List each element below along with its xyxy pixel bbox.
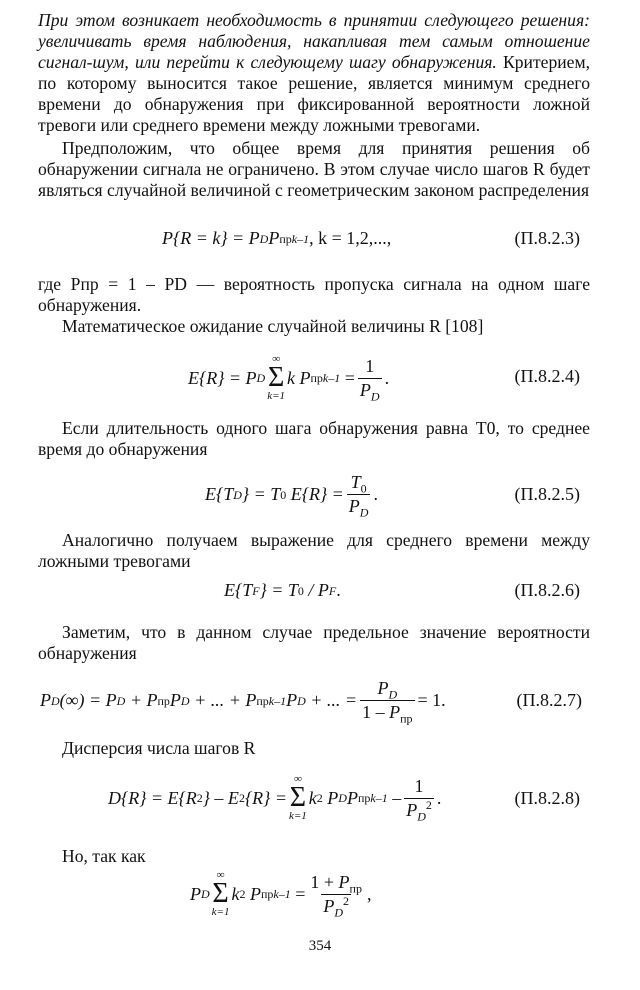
eq9-den-sup: 2 — [343, 893, 350, 908]
eq4-sum-upper: ∞ — [272, 353, 281, 365]
equation-8-2-8: D{R} = E{R 2 } – E 2 {R} = ∞ Σ k=1 k 2 P D P пр k–1 – $\frac{1}{P_D^2}$ . (П.8.2.8) — [108, 773, 580, 824]
eq5-den-sub: D — [359, 505, 369, 520]
paragraph-limit-value: Заметим, что в данном случае предельное значение вероятности обнаружения — [38, 622, 590, 663]
paragraph-miss-probability: где Pпр = 1 – PD — вероятность пропуска сигнала на одном шаге обнаружения. — [38, 274, 590, 315]
sum-symbol-eq4: ∞ Σ k=1 — [267, 353, 286, 402]
equation-number-7: (П.8.2.7) — [516, 690, 582, 710]
paragraph-expectation: Математическое ожидание случайной величины R [108] — [62, 316, 484, 336]
eq9-sum-lower: k=1 — [211, 906, 230, 918]
equation-number-5: (П.8.2.5) — [514, 484, 580, 504]
equation-unnumbered: P D ∞ Σ k=1 k 2 P пр k–1 = $\frac{1 + P_{пр}}{P_D^2}$ , — [190, 869, 372, 920]
equation-number-8: (П.8.2.8) — [514, 788, 580, 808]
sum-symbol-eq8: ∞ Σ k=1 — [288, 773, 307, 822]
equation-8-2-4: E{R} = P D ∞ Σ k=1 k P пр k–1 = $\frac{1}{P_D}$ . (П.8.2.4) — [188, 353, 580, 404]
fraction-eq7: $\frac{P_D}{1 - P_{пр}}$ — [362, 678, 413, 726]
eq5-num-sub: 0 — [360, 481, 367, 496]
equation-number-6: (П.8.2.6) — [514, 580, 580, 600]
fraction-eq9: $\frac{1 + P_{пр}}{P_D^2}$ — [310, 871, 362, 920]
eq4-den-sub: D — [370, 389, 380, 404]
fraction-eq4: $\frac{1}{P_D}$ — [359, 355, 380, 404]
eq9-num-sub: пр — [349, 881, 362, 896]
equation-number-4: (П.8.2.4) — [514, 366, 580, 386]
eq8-sum-upper: ∞ — [293, 773, 302, 785]
eq9-sum-upper: ∞ — [216, 869, 225, 881]
equation-8-2-7: P D (∞) = P D + P пр P D + ... + P пр k–1 P D + ... = $\frac{P_D}{1 - P_{пр}}$ = 1. (П.8.2.7) — [40, 678, 582, 726]
paragraph-but-since: Но, так как — [62, 846, 146, 866]
paragraph-false-alarms: Аналогично получаем выражение для среднего времени между ложными тревогами — [38, 530, 590, 571]
eq8-den-sup: 2 — [425, 797, 432, 812]
eq4-numerator: 1 — [365, 355, 375, 376]
sum-symbol-eq9: ∞ Σ k=1 — [211, 869, 230, 918]
eq8-sum-lower: k=1 — [288, 810, 307, 822]
equation-8-2-3: P{R = k} = P D P пр k–1 , k = 1,2,..., (П.8.2.3) — [162, 228, 580, 248]
eq4-sum-lower: k=1 — [267, 390, 286, 402]
eq8-den-sub: D — [417, 809, 426, 824]
fraction-eq5: $\frac{T_0}{P_D}$ — [348, 472, 369, 520]
eq7-num-sub: D — [388, 687, 398, 702]
paragraph-step-duration: Если длительность одного шага обнаружения равна T0, то среднее время до обнаружения — [38, 418, 590, 459]
paragraph-intro-rest: Критерием, по которому выносится такое решение, является минимум среднего времени до обнаружения при фиксированной вероятности ложной тревоги или среднего времени между ложными тревогами. — [38, 52, 590, 135]
eq7-den-sub: пр — [400, 711, 413, 726]
paragraph-variance: Дисперсия числа шагов R — [62, 738, 256, 758]
fraction-eq8: $\frac{1}{P_D^2}$ — [406, 775, 432, 824]
paragraph-assumption: Предположим, что общее время для принятия решения об обнаружении сигнала не ограничено. В этом случае число шагов R будет являться случайной величиной с геометрическим законом распределения — [38, 138, 590, 200]
equation-8-2-5: E{T D } = T 0 E{R} = $\frac{T_0}{P_D}$ . (П.8.2.5) — [205, 472, 580, 520]
eq9-den-sub: D — [334, 905, 344, 920]
equation-number-3: (П.8.2.3) — [514, 228, 580, 248]
paragraph-intro-italic: При этом возникает необходимость в принятии следующего решения: увеличивать время наблюдения, накапливая тем самым отношение сигнал-шум, или перейти к следующему шагу обнаружения. — [38, 10, 590, 72]
equation-8-2-6: E{T F } = T 0 / P F . (П.8.2.6) — [224, 580, 580, 600]
paragraph-intro — [38, 10, 590, 136]
eq8-numerator: 1 — [414, 775, 424, 796]
eq3-lhs: P{R = k} = P — [162, 228, 260, 248]
page-number: 354 — [308, 938, 332, 954]
eq3-tail: , k = 1,2,..., — [309, 228, 392, 248]
